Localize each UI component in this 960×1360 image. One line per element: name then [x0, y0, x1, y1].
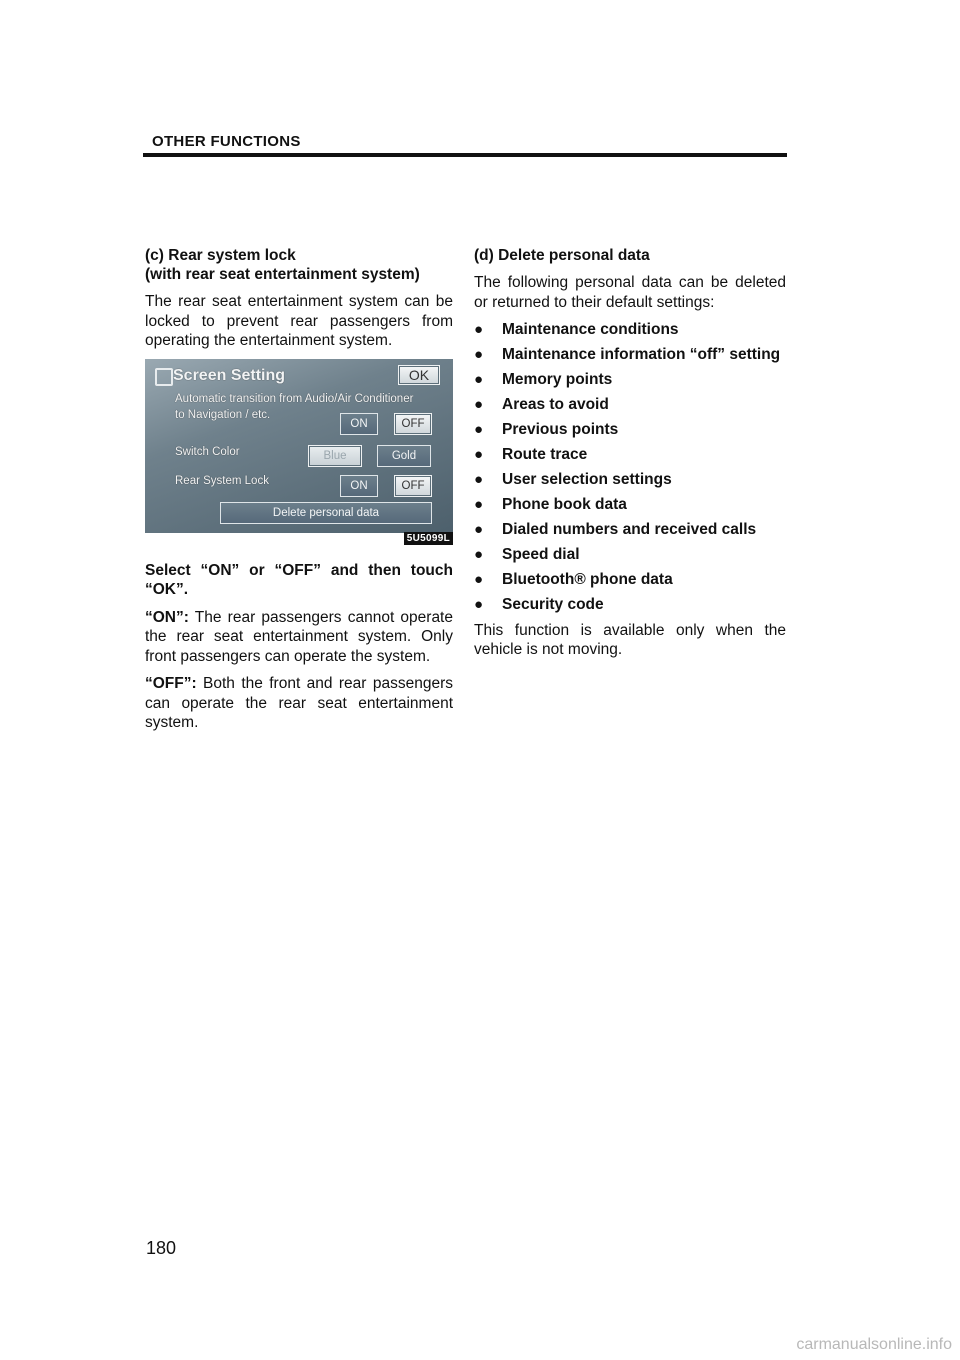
bullet-icon: ● — [474, 371, 484, 388]
off-text: Both the front and rear passengers can operate the rear seat entertainment system. — [145, 675, 453, 731]
rear-lock-heading-line2: (with rear seat entertainment system) — [145, 266, 420, 283]
list-item — [474, 545, 786, 565]
list-item — [474, 395, 786, 415]
list-item — [474, 370, 786, 390]
auto-transition-on-button[interactable]: ON — [340, 413, 378, 435]
screen-title: Screen Setting — [173, 366, 286, 384]
screen-setting-figure — [145, 359, 453, 547]
header-rule — [143, 153, 787, 157]
list-item-text: Bluetooth® phone data — [502, 571, 673, 588]
off-description — [145, 674, 453, 733]
screen-icon — [155, 368, 173, 386]
list-item — [474, 570, 786, 590]
bullet-icon: ● — [474, 396, 484, 413]
bullet-icon: ● — [474, 471, 484, 488]
list-item — [474, 470, 786, 490]
availability-note: This function is available only when the vehicle is not moving. — [474, 621, 786, 658]
bullet-icon: ● — [474, 421, 484, 438]
rear-lock-heading — [145, 246, 453, 284]
list-item-text: Areas to avoid — [502, 396, 609, 413]
screen-setting-display — [145, 359, 453, 533]
list-item-text: Route trace — [502, 446, 588, 463]
delete-data-heading: (d) Delete personal data — [474, 247, 650, 264]
left-column — [145, 246, 453, 741]
delete-data-intro: The following personal data can be deleted or returned to their default settings: — [474, 274, 786, 311]
ok-button[interactable]: OK — [398, 365, 440, 385]
blue-color-button[interactable]: Blue — [308, 445, 362, 467]
bullet-icon: ● — [474, 571, 484, 588]
on-label: “ON”: — [145, 608, 189, 626]
rear-system-lock-label: Rear System Lock — [175, 474, 269, 487]
bullet-icon: ● — [474, 596, 484, 613]
right-column — [474, 246, 786, 668]
list-item — [474, 520, 786, 540]
gold-color-button[interactable]: Gold — [377, 445, 431, 467]
bullet-icon: ● — [474, 346, 484, 363]
rear-lock-on-button[interactable]: ON — [340, 475, 378, 497]
on-text: The rear passengers cannot operate the rear seat entertainment system. Only front passengers can operate the system. — [145, 608, 453, 665]
page-number: 180 — [146, 1238, 177, 1258]
select-instruction: Select “ON” or “OFF” and then touch “OK”. — [145, 561, 453, 598]
list-item — [474, 420, 786, 440]
list-item-text: Previous points — [502, 421, 619, 438]
bullet-icon: ● — [474, 321, 484, 338]
list-item-text: Phone book data — [502, 496, 627, 513]
delete-personal-data-button[interactable]: Delete personal data — [220, 502, 432, 524]
rear-lock-off-button[interactable]: OFF — [394, 475, 432, 497]
list-item-text: Dialed numbers and received calls — [502, 521, 757, 538]
auto-transition-off-button[interactable]: OFF — [394, 413, 432, 435]
list-item-text: Maintenance conditions — [502, 321, 679, 338]
switch-color-label: Switch Color — [175, 445, 240, 458]
list-item-text: Speed dial — [502, 546, 580, 563]
list-item-text: Security code — [502, 596, 604, 613]
figure-code: 5U5099L — [404, 532, 453, 545]
list-item — [474, 320, 786, 340]
watermark: carmanualsonline.info — [796, 1336, 952, 1353]
bullet-icon: ● — [474, 446, 484, 463]
list-item-text: Maintenance information “off” setting — [502, 346, 781, 363]
list-item — [474, 345, 786, 365]
off-label: “OFF”: — [145, 675, 197, 692]
on-description — [145, 608, 453, 667]
list-item — [474, 445, 786, 465]
list-item-text: Memory points — [502, 371, 613, 388]
rear-lock-heading-line1: (c) Rear system lock — [145, 247, 296, 264]
list-item — [474, 495, 786, 515]
rear-lock-intro: The rear seat entertainment system can be locked to prevent rear passengers from operating the entertainment system. — [145, 293, 453, 349]
auto-transition-label-line1: Automatic transition from Audio/Air Conditioner — [175, 392, 414, 405]
bullet-icon: ● — [474, 546, 484, 563]
bullet-icon: ● — [474, 521, 484, 538]
auto-transition-label-line2: to Navigation / etc. — [175, 408, 271, 421]
personal-data-list — [474, 320, 786, 615]
bullet-icon: ● — [474, 496, 484, 513]
list-item — [474, 595, 786, 615]
list-item-text: User selection settings — [502, 471, 672, 488]
section-header-title: OTHER FUNCTIONS — [152, 133, 301, 150]
